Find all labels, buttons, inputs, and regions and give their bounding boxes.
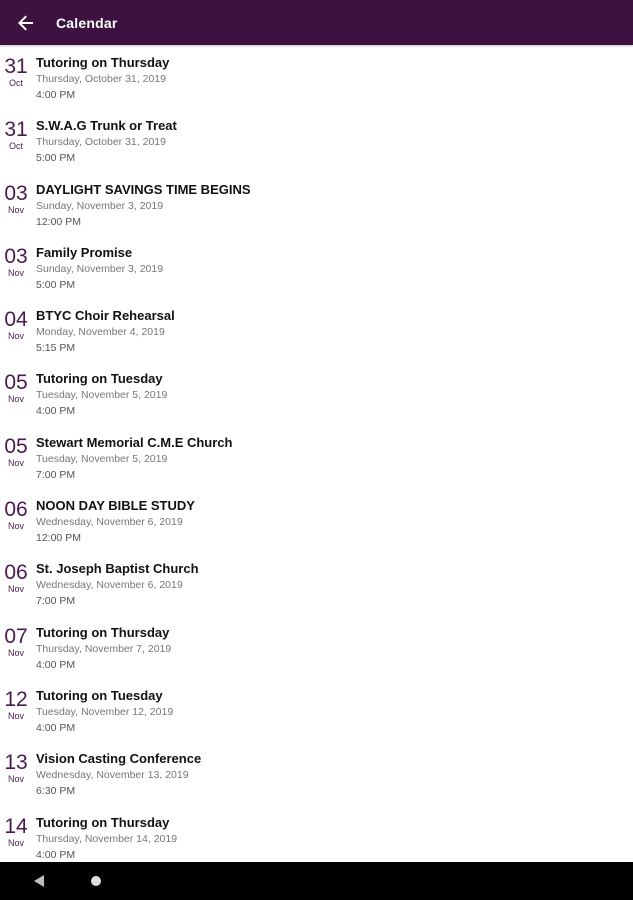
event-title: Tutoring on Tuesday <box>36 687 163 703</box>
event-full-date: Thursday, October 31, 2019 <box>36 136 166 149</box>
event-info <box>32 488 195 551</box>
event-list-item[interactable] <box>0 741 633 804</box>
nav-back-button[interactable] <box>19 862 59 900</box>
event-day-number: 06 <box>4 561 28 585</box>
event-full-date: Monday, November 4, 2019 <box>36 326 165 339</box>
event-full-date: Tuesday, November 12, 2019 <box>36 705 174 718</box>
event-list-item[interactable] <box>0 678 633 741</box>
arrow-left-icon <box>18 15 34 31</box>
event-title: Stewart Memorial C.M.E Church <box>36 434 233 450</box>
event-title: S.W.A.G Trunk or Treat <box>36 118 177 134</box>
event-month-label: Oct <box>8 78 23 88</box>
event-title: Family Promise <box>36 244 133 260</box>
event-full-date: Thursday, November 7, 2019 <box>36 642 172 655</box>
event-month-label: Nov <box>7 204 24 215</box>
event-title: Tutoring on Tuesday <box>36 371 163 387</box>
event-info <box>32 678 173 741</box>
event-title: BTYC Choir Rehearsal <box>36 308 175 324</box>
event-title: NOON DAY BIBLE STUDY <box>36 498 195 514</box>
event-day-number: 05 <box>4 434 28 458</box>
event-time: 4:00 PM <box>36 721 76 734</box>
event-date-badge <box>0 425 32 488</box>
event-date-badge <box>0 615 32 678</box>
event-time: 5:15 PM <box>36 342 76 355</box>
event-title: Tutoring on Thursday <box>36 814 170 830</box>
event-full-date: Wednesday, November 13, 2019 <box>36 769 189 782</box>
event-date-badge <box>0 235 32 298</box>
event-time: 4:00 PM <box>36 658 76 671</box>
event-full-date: Wednesday, November 6, 2019 <box>36 516 183 529</box>
event-list-item[interactable] <box>0 298 633 361</box>
event-info <box>32 108 177 171</box>
event-list[interactable] <box>0 45 633 862</box>
event-title: Vision Casting Conference <box>36 751 202 767</box>
event-month-label: Nov <box>7 647 24 658</box>
event-time: 12:00 PM <box>36 532 81 545</box>
event-list-item[interactable] <box>0 488 633 551</box>
event-list-item[interactable] <box>0 235 633 298</box>
nav-home-button[interactable] <box>76 862 116 900</box>
event-time: 5:00 PM <box>36 152 76 165</box>
circle-home-icon <box>90 875 102 887</box>
event-time: 4:00 PM <box>36 405 76 418</box>
event-title: St. Joseph Baptist Church <box>36 561 199 577</box>
event-list-item[interactable] <box>0 361 633 424</box>
system-nav-bar <box>0 862 633 900</box>
triangle-back-icon <box>33 874 45 888</box>
event-full-date: Tuesday, November 5, 2019 <box>36 452 168 465</box>
event-month-label: Nov <box>7 710 24 721</box>
page-title: Calendar <box>56 14 118 31</box>
event-month-label: Nov <box>7 837 24 848</box>
event-day-number: 07 <box>4 624 28 648</box>
event-day-number: 03 <box>4 181 28 205</box>
event-day-number: 04 <box>4 308 28 332</box>
event-time: 7:00 PM <box>36 595 76 608</box>
event-time: 6:30 PM <box>36 785 76 798</box>
event-info <box>32 615 171 678</box>
event-list-item[interactable] <box>0 805 633 862</box>
event-month-label: Nov <box>7 521 24 532</box>
event-info <box>32 172 251 235</box>
event-list-item[interactable] <box>0 551 633 614</box>
event-month-label: Nov <box>7 267 24 278</box>
event-info <box>32 298 175 361</box>
event-info <box>32 425 232 488</box>
event-time: 7:00 PM <box>36 468 76 481</box>
event-month-label: Nov <box>7 394 24 405</box>
event-day-number: 31 <box>4 118 28 142</box>
event-month-label: Oct <box>8 141 23 152</box>
event-full-date: Thursday, October 31, 2019 <box>36 73 166 85</box>
event-info <box>32 805 177 862</box>
event-info <box>32 235 163 298</box>
event-date-badge <box>0 488 32 551</box>
back-button[interactable] <box>0 0 52 45</box>
event-date-badge <box>0 678 32 741</box>
event-day-number: 05 <box>4 371 28 395</box>
event-full-date: Wednesday, November 6, 2019 <box>36 579 183 592</box>
event-day-number: 06 <box>4 498 28 522</box>
event-list-item[interactable] <box>0 108 633 171</box>
event-day-number: 13 <box>4 751 28 775</box>
event-date-badge <box>0 298 32 361</box>
event-day-number: 14 <box>4 814 28 838</box>
event-title: DAYLIGHT SAVINGS TIME BEGINS <box>36 181 251 197</box>
event-info <box>32 45 169 108</box>
event-full-date: Sunday, November 3, 2019 <box>36 199 164 212</box>
event-list-item[interactable] <box>0 425 633 488</box>
event-date-badge <box>0 172 32 235</box>
event-month-label: Nov <box>7 457 24 468</box>
event-time: 4:00 PM <box>36 848 76 861</box>
event-date-badge <box>0 45 32 108</box>
app-toolbar <box>0 0 633 45</box>
event-month-label: Nov <box>7 774 24 785</box>
event-day-number: 03 <box>4 244 28 268</box>
event-time: 12:00 PM <box>36 215 81 228</box>
event-list-item[interactable] <box>0 172 633 235</box>
event-date-badge <box>0 551 32 614</box>
event-full-date: Tuesday, November 5, 2019 <box>36 389 168 402</box>
event-date-badge <box>0 805 32 862</box>
event-list-item[interactable] <box>0 615 633 678</box>
event-time: 5:00 PM <box>36 278 76 291</box>
event-info <box>32 551 199 614</box>
event-day-number: 12 <box>4 687 28 711</box>
event-date-badge <box>0 108 32 171</box>
event-date-badge <box>0 741 32 804</box>
event-title: Tutoring on Thursday <box>36 55 170 70</box>
event-day-number: 31 <box>4 55 28 78</box>
event-date-badge <box>0 361 32 424</box>
event-full-date: Sunday, November 3, 2019 <box>36 262 164 275</box>
event-title: Tutoring on Thursday <box>36 624 170 640</box>
event-month-label: Nov <box>7 584 24 595</box>
event-month-label: Nov <box>7 331 24 342</box>
event-time: 4:00 PM <box>36 89 76 101</box>
event-info <box>32 361 167 424</box>
event-info <box>32 741 201 804</box>
event-list-item[interactable] <box>0 45 633 108</box>
event-full-date: Thursday, November 14, 2019 <box>36 832 178 845</box>
